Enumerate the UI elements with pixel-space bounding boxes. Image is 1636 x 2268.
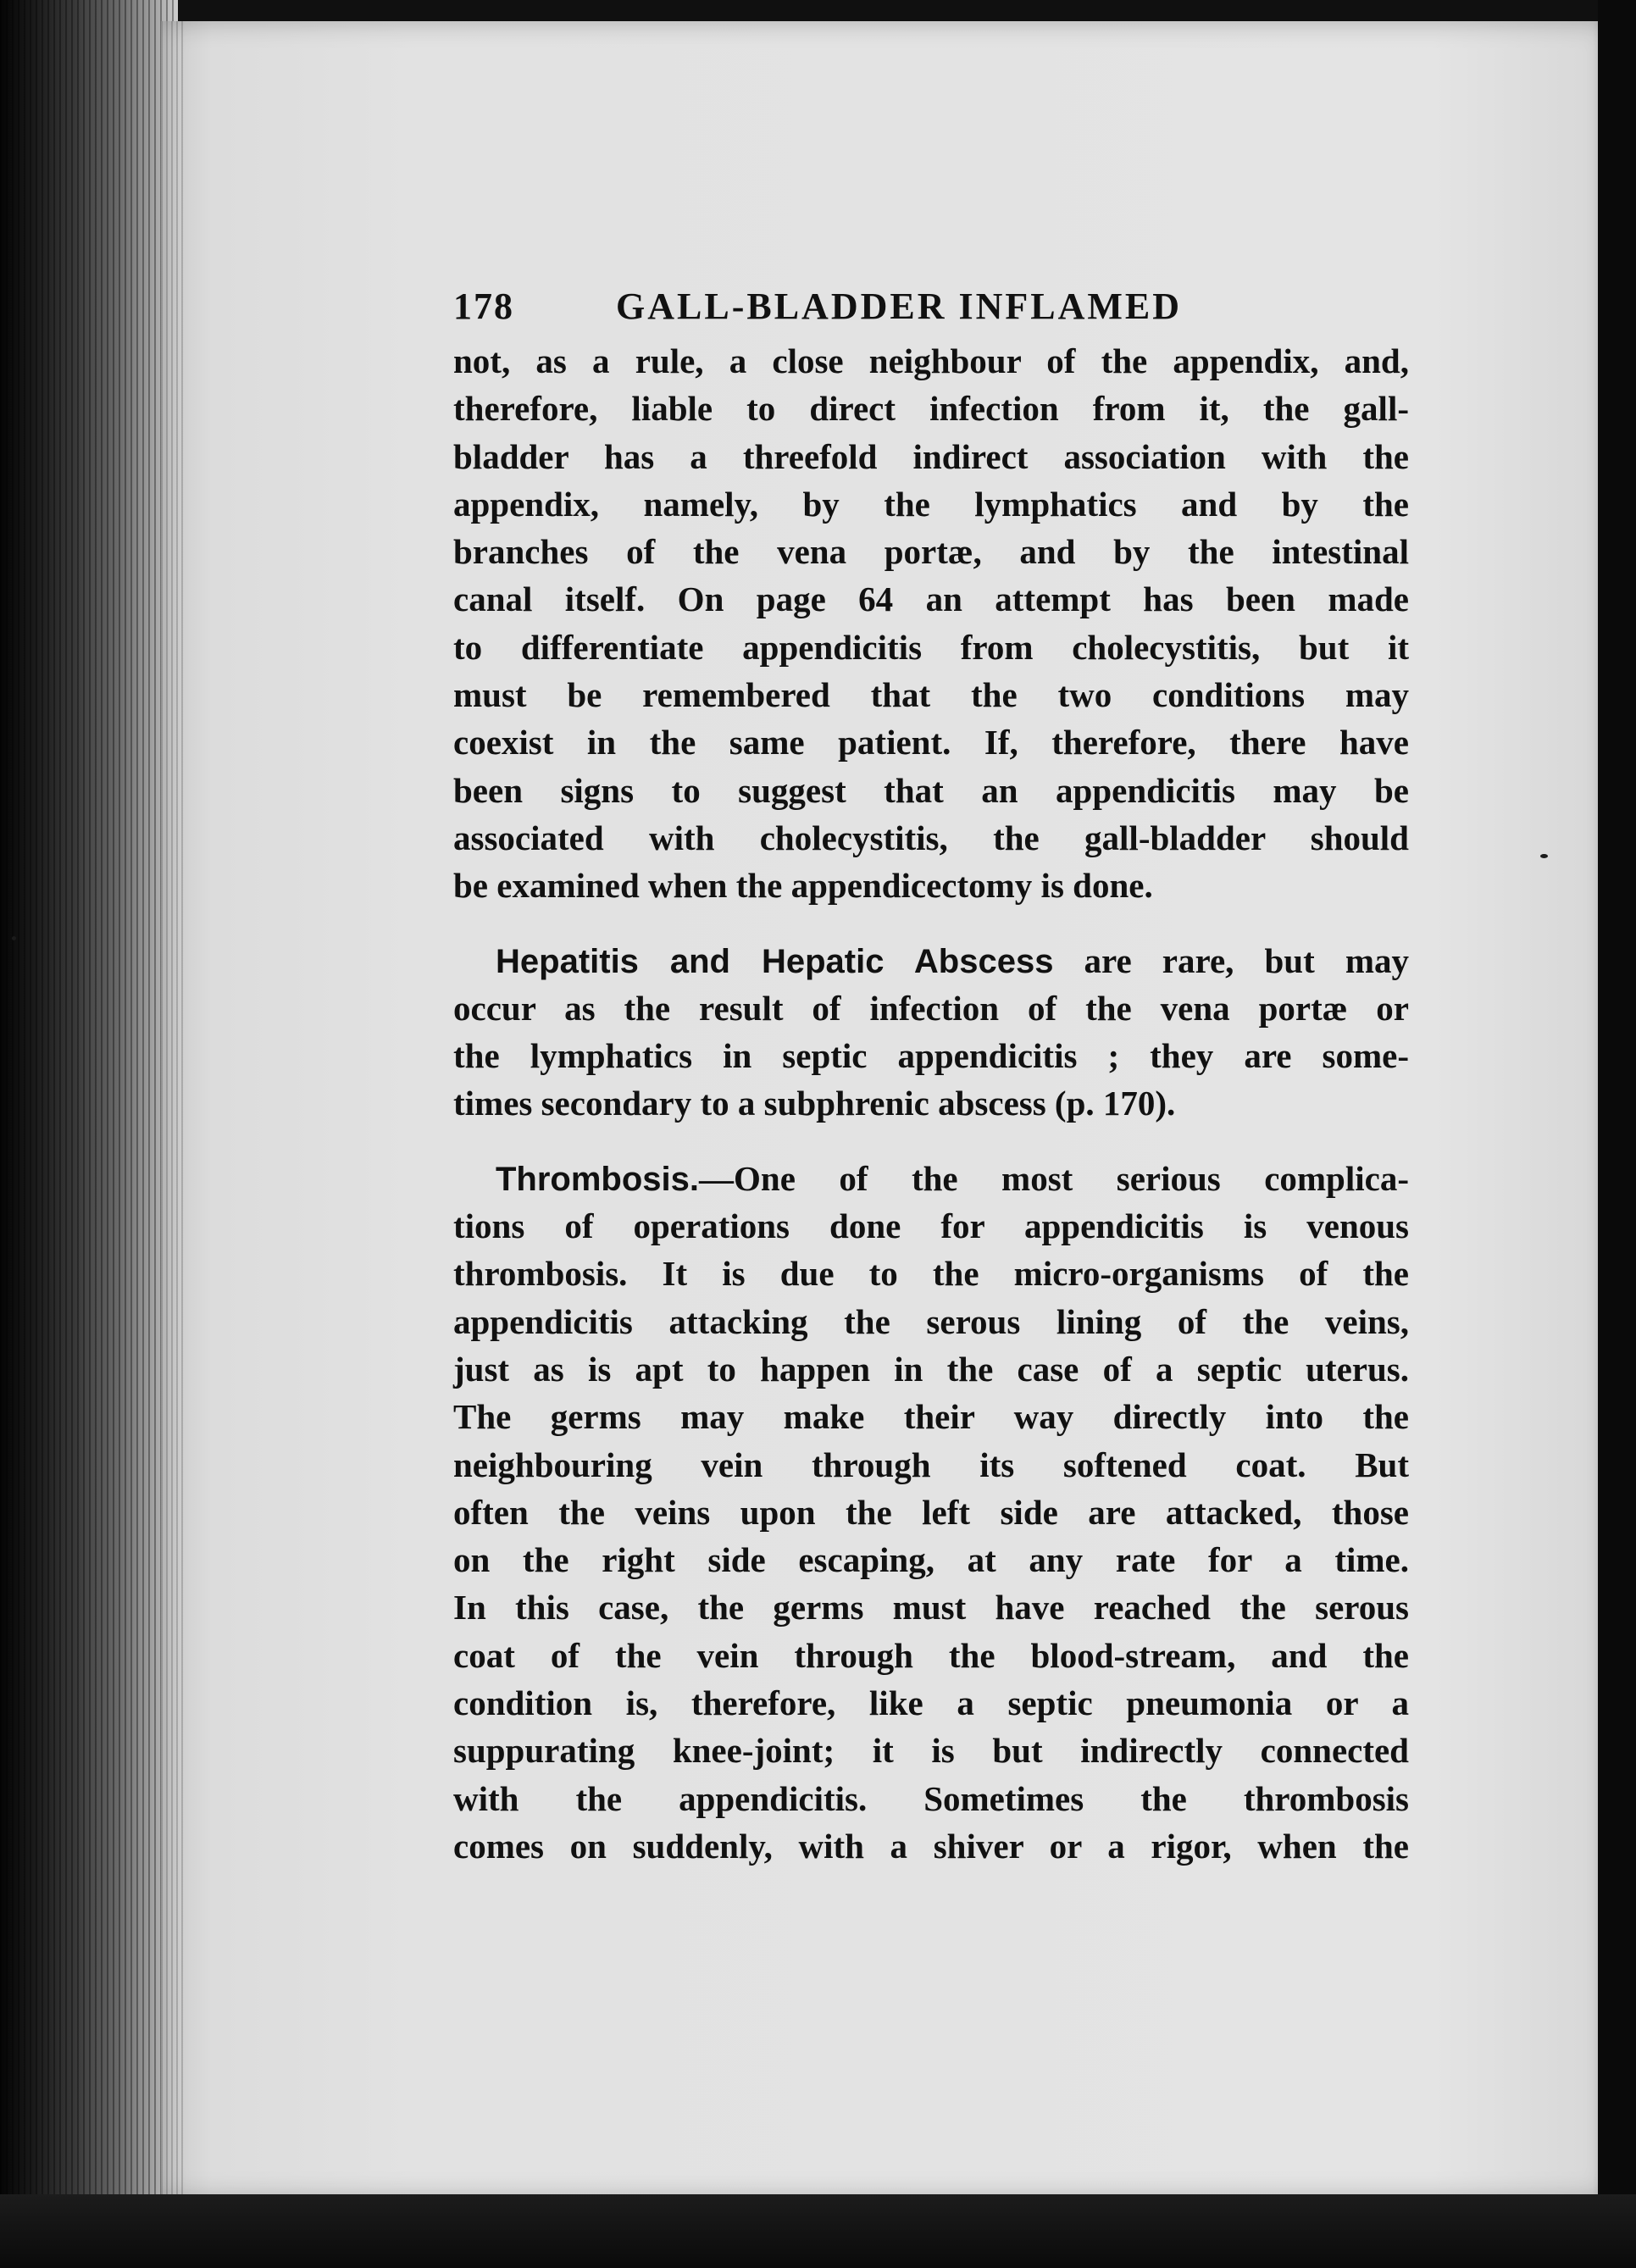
text-line: therefore, liable to direct infection from it, the gall-: [453, 389, 1409, 429]
text-line: [453, 1155, 1409, 1202]
text-line: The germs may make their way directly into the: [453, 1397, 1409, 1437]
run-in-heading: Hepatitis and Hepatic Abscess: [496, 942, 1054, 980]
text-line: tions of operations done for appendicitis is venous: [453, 1206, 1409, 1246]
running-head: [453, 269, 1409, 337]
text-line: branches of the vena portæ, and by the intestinal: [453, 532, 1409, 572]
text-line: associated with cholecystitis, the gall-bladder should: [453, 818, 1409, 857]
text-line: on the right side escaping, at any rate for a time.: [453, 1540, 1409, 1580]
paragraph-hepatitis: [453, 937, 1409, 1128]
text-line: been signs to suggest that an appendicitis may be: [453, 770, 1409, 810]
dust-speck: [1540, 854, 1548, 858]
scan-left-film-edge: [0, 0, 178, 2268]
text-line: canal itself. On page 64 an attempt has been made: [453, 579, 1409, 619]
text-line: In this case, the germs must have reached the serous: [453, 1588, 1409, 1628]
text-line: [453, 937, 1409, 984]
text-line: not, as a rule, a close neighbour of the appendix, and,: [453, 341, 1409, 380]
text-line: comes on suddenly, with a shiver or a rigor, when the: [453, 1826, 1409, 1866]
text-line: coexist in the same patient. If, therefore, there have: [453, 723, 1409, 762]
text-line: thrombosis. It is due to the micro-organisms of the: [453, 1254, 1409, 1294]
text-line: times secondary to a subphrenic abscess (p. 170).: [453, 1084, 1176, 1123]
text-line: with the appendicitis. Sometimes the thrombosis: [453, 1778, 1409, 1818]
text-line: suppurating knee-joint; it is but indirectly connected: [453, 1731, 1409, 1771]
scan-bottom-border: [0, 2194, 1636, 2268]
text-line: to differentiate appendicitis from cholecystitis, but it: [453, 627, 1409, 667]
paragraph-thrombosis: [453, 1155, 1409, 1870]
text-line: often the veins upon the left side are attacked, those: [453, 1492, 1409, 1532]
text-line: must be remembered that the two conditions may: [453, 675, 1409, 715]
run-in-heading: Thrombosis.: [496, 1160, 700, 1198]
text-line: appendicitis attacking the serous lining of the veins,: [453, 1301, 1409, 1341]
scan-top-border: [0, 0, 1636, 24]
text-line: coat of the vein through the blood-stream, and the: [453, 1635, 1409, 1675]
text-line: neighbouring vein through its softened coat. But: [453, 1445, 1409, 1484]
running-head-title: GALL-BLADDER INFLAMED: [616, 286, 1183, 327]
text-line: be examined when the appendicectomy is done.: [453, 866, 1153, 906]
text-line: condition is, therefore, like a septic pneumonia or a: [453, 1683, 1409, 1723]
text-run: are rare, but may: [1053, 940, 1410, 980]
dust-speck: [12, 936, 16, 940]
page-number: 178: [453, 286, 514, 327]
text-line: appendix, namely, by the lymphatics and by the: [453, 484, 1409, 524]
page-text-block: [453, 269, 1409, 1870]
scan-right-border: [1598, 0, 1636, 2268]
paragraph-continuation: [453, 337, 1409, 910]
text-line: occur as the result of infection of the vena portæ or: [453, 988, 1409, 1028]
text-line: the lymphatics in septic appendicitis ; they are some-: [453, 1036, 1409, 1076]
text-run: —One of the most serious complica-: [699, 1158, 1409, 1198]
text-line: just as is apt to happen in the case of a septic uterus.: [453, 1349, 1409, 1389]
text-line: bladder has a threefold indirect association with the: [453, 436, 1409, 476]
